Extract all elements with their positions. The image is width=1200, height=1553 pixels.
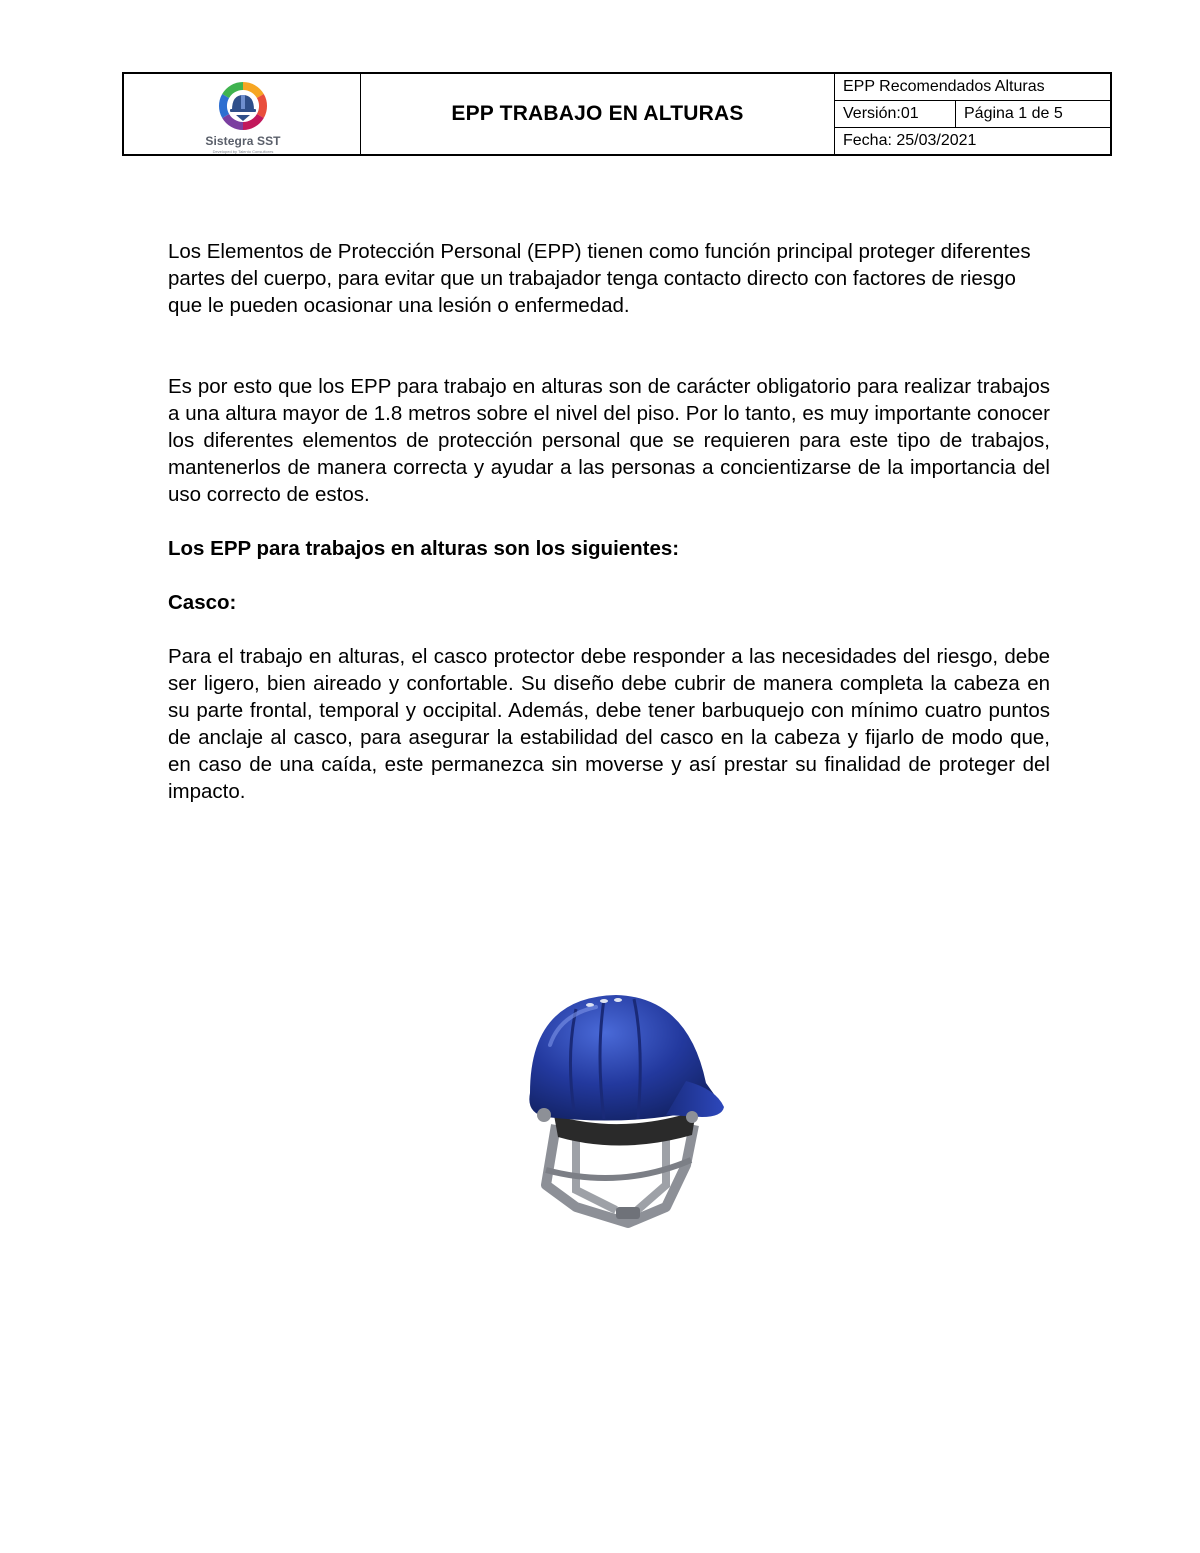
header-meta xyxy=(835,74,1110,154)
header-title-cell xyxy=(361,74,835,154)
document-title: EPP TRABAJO EN ALTURAS xyxy=(451,102,744,125)
meta-row-date xyxy=(835,127,1110,154)
meta-row-document-name xyxy=(835,74,1110,100)
casco-paragraph: Para el trabajo en alturas, el casco protector debe responder a las necesidades del riesgo, debe ser ligero, bien aireado y confortable. Su diseño debe cubrir de manera completa la cabeza en su parte frontal, temporal y occipital. Además, debe tener barbuquejo con mínimo cuatro puntos de anclaje al casco, para asegurar la estabilidad del casco en la cabeza y fijarlo de modo que, en caso de una caída, este permanezca sin moverse y así prestar su finalidad de proteger del impacto. xyxy=(168,645,1050,803)
meta-row-version-page xyxy=(835,100,1110,127)
header-logo-cell xyxy=(124,74,361,154)
logo-tagline: Developed by Talento Consultores xyxy=(212,149,274,154)
logo-ring-icon xyxy=(202,80,284,132)
safety-helmet-icon xyxy=(516,985,732,1230)
document-body xyxy=(168,238,1050,805)
document-header xyxy=(122,72,1112,156)
document-name: EPP Recomendados Alturas xyxy=(843,78,1045,95)
document-version: Versión:01 xyxy=(835,101,956,127)
epp-list-heading: Los EPP para trabajos en alturas son los siguientes: xyxy=(168,537,680,560)
intro-paragraph: Los Elementos de Protección Personal (EPP) tienen como función principal proteger diferentes partes del cuerpo, para evitar que un trabajador tenga contacto directo con factores de riesgo que le pueden ocasionar una lesión o enfermedad. xyxy=(168,240,1031,317)
helmet-image xyxy=(516,985,732,1230)
casco-heading: Casco: xyxy=(168,591,237,614)
page-number: Página 1 de 5 xyxy=(964,105,1063,122)
document-date: Fecha: 25/03/2021 xyxy=(843,132,977,149)
logo-name: Sistegra SST xyxy=(205,134,281,148)
obligatory-paragraph: Es por esto que los EPP para trabajo en alturas son de carácter obligatorio para realizar trabajos a una altura mayor de 1.8 metros sobre el nivel del piso. Por lo tanto, es muy importante conocer los diferentes elementos de protección personal que se requieren para este tipo de trabajos, mantenerlos de manera correcta y ayudar a las personas a concientizarse de la importancia del uso correcto de estos. xyxy=(168,375,1050,506)
sistegra-logo xyxy=(202,80,284,152)
